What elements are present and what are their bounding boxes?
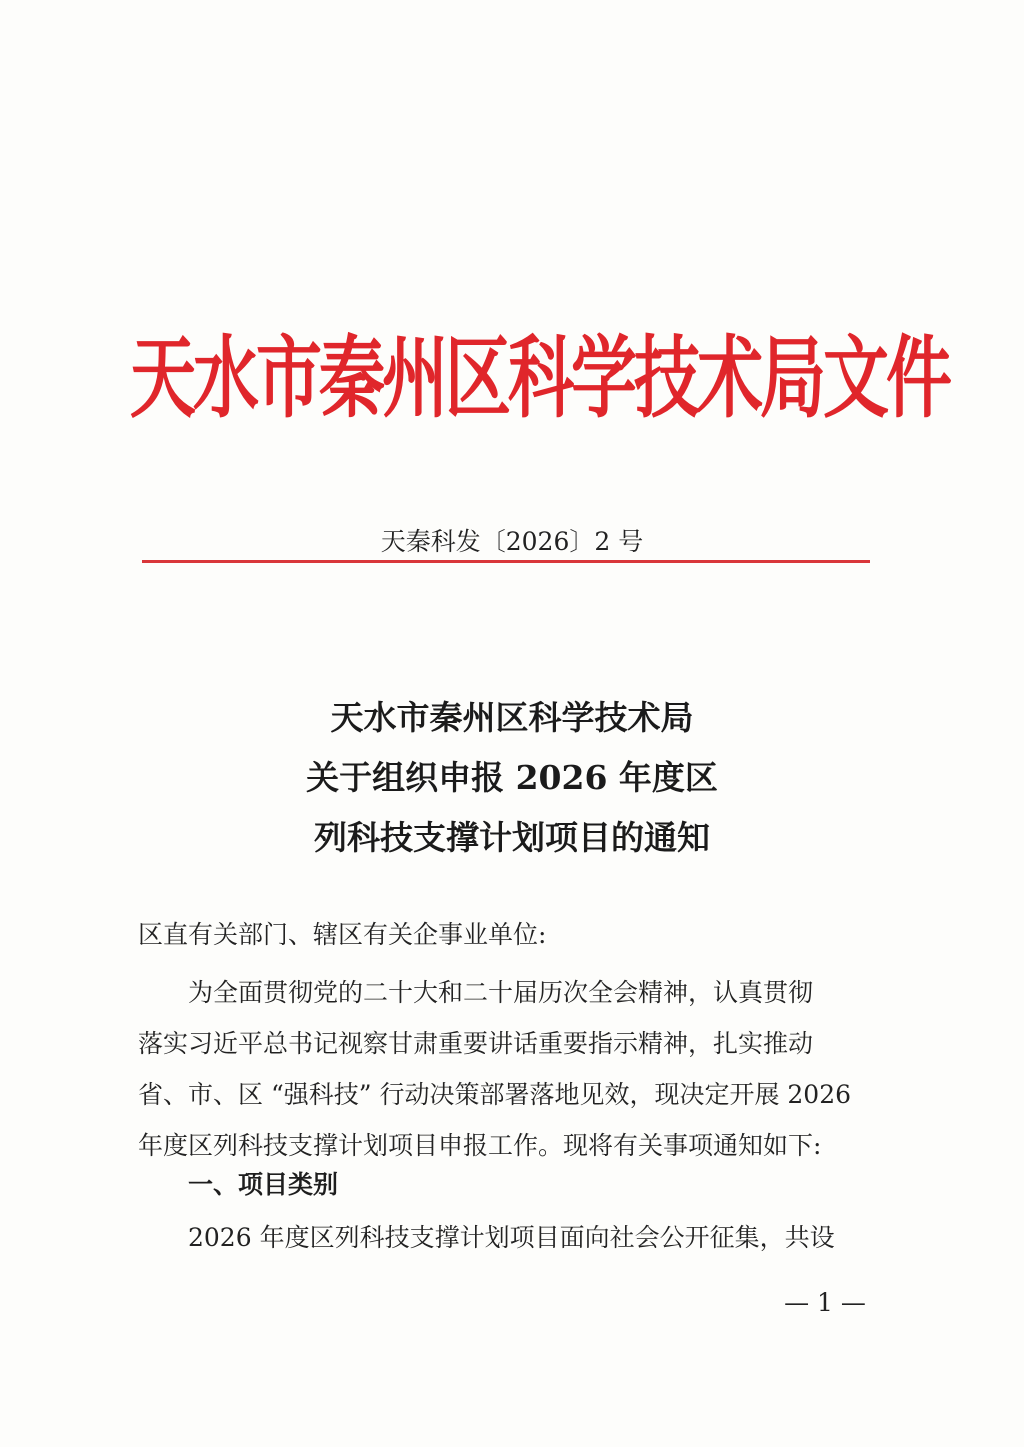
section-text: 2026 年度区列科技支撑计划项目面向社会公开征集，共设 <box>188 1223 835 1252</box>
paragraph-line-3: 省、市、区 “强科技” 行动决策部署落地见效，现决定开展 2026 <box>138 1080 852 1109</box>
document-number: 天秦科发〔2026〕2 号 <box>380 527 644 556</box>
intro-paragraph <box>138 967 888 1171</box>
scan-speck <box>872 898 878 904</box>
red-divider-line <box>142 560 870 563</box>
notice-title-line-1: 天水市秦州区科学技术局 <box>330 698 694 737</box>
page-number: — 1 — <box>784 1288 866 1317</box>
salutation: 区直有关部门、辖区有关企事业单位: <box>138 920 547 949</box>
notice-title-line-3: 列科技支撑计划项目的通知 <box>314 818 710 857</box>
notice-title <box>0 688 1024 868</box>
paragraph-line-2: 落实习近平总书记视察甘肃重要讲话重要指示精神，扎实推动 <box>138 1029 814 1058</box>
section-heading: 一、项目类别 <box>188 1170 339 1199</box>
paragraph-line-4: 年度区列科技支撑计划项目申报工作。现将有关事项通知如下: <box>138 1131 822 1160</box>
masthead-title: 天水市秦州区科学技术局文件 <box>130 325 949 431</box>
notice-title-line-2: 关于组织申报 2026 年度区 <box>306 758 718 797</box>
paragraph-line-1: 为全面贯彻党的二十大和二十届历次全会精神，认真贯彻 <box>188 978 814 1007</box>
